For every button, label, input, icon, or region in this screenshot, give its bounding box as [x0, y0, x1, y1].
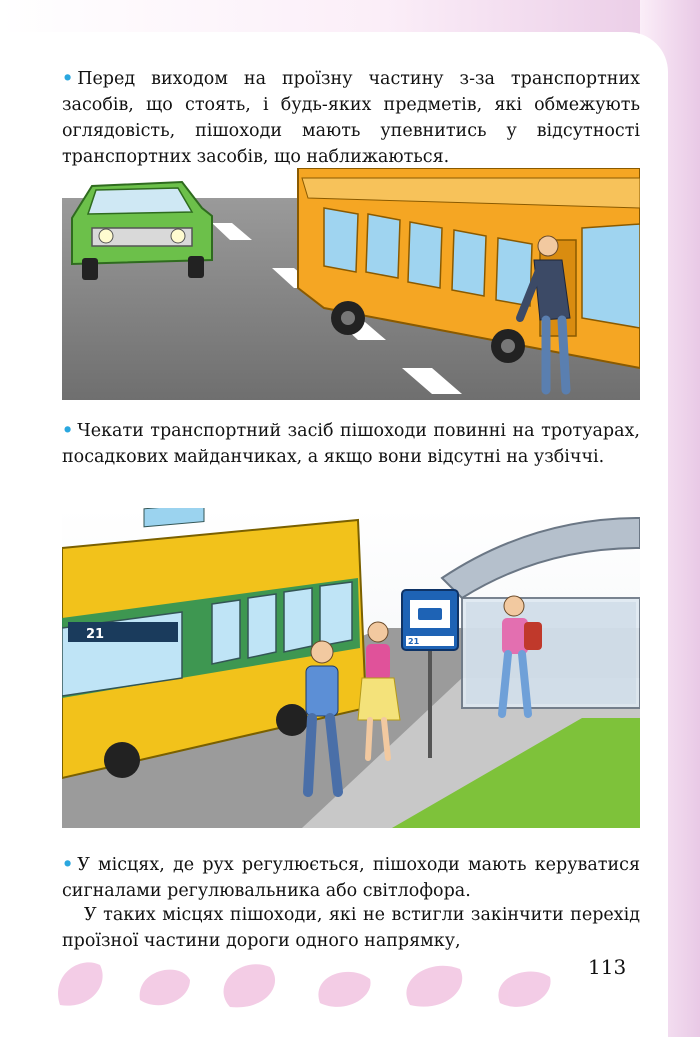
paragraph-1-text: Перед виходом на проїзну частину з-за транспортних засобів, що стоять, і будь-яких предметів, які обмежують оглядовість, пішоходи мають упевнитись у відсутності транспортних засобів, що наближаються.: [62, 69, 640, 167]
illustration-2-svg: [62, 508, 640, 828]
paragraph-1: [62, 66, 640, 170]
paragraph-4: У таких місцях пішоходи, які не встигли закінчити перехід проїзної частини дороги одного напрямку,: [62, 905, 640, 951]
paragraph-3: [62, 852, 640, 904]
decorative-leaves: [40, 945, 600, 1015]
stop-sign-route-number: 21: [408, 637, 420, 646]
illustration-trolleybus-stop: [62, 508, 640, 828]
illustration-1-svg: [62, 168, 640, 400]
bullet-icon: •: [62, 69, 74, 89]
paragraph-2-text: Чекати транспортний засіб пішоходи повинні на тротуарах, посадкових майданчиках, а якщо вони відсутні на узбіччі.: [62, 421, 640, 467]
paragraph-3-text: У місцях, де рух регулюється, пішоходи мають керуватися сигналами регулювальника або світлофора.: [62, 855, 640, 901]
bullet-icon: •: [62, 421, 74, 441]
page-number: 113: [588, 955, 627, 979]
bullet-icon: •: [62, 855, 74, 875]
paragraph-2: [62, 418, 640, 470]
bus-route-number: 21: [86, 627, 105, 642]
illustration-pedestrian-behind-bus: [62, 168, 640, 400]
route-sign: [68, 622, 178, 642]
